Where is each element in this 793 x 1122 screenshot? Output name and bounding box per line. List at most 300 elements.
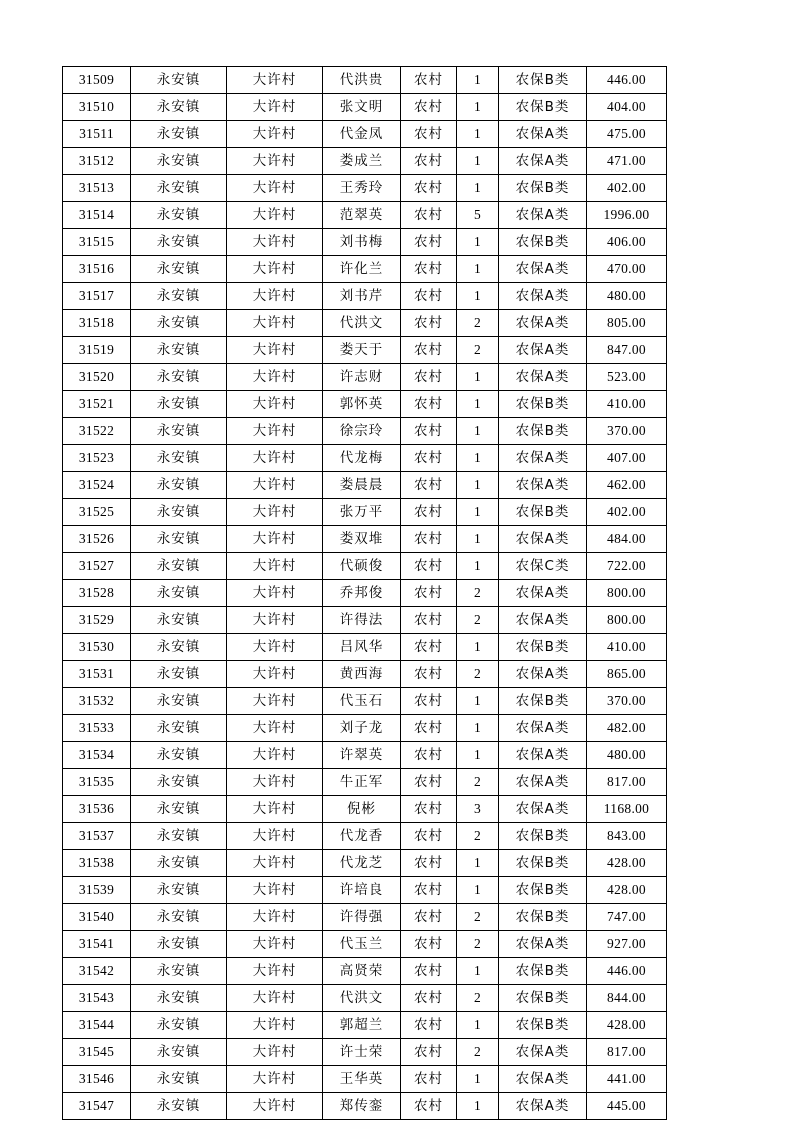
- table-row: [63, 1066, 667, 1093]
- table-cell: 1: [457, 1093, 499, 1120]
- table-cell: 永安镇: [131, 472, 227, 499]
- table-cell: 大许村: [227, 283, 323, 310]
- table-cell: 800.00: [587, 607, 667, 634]
- table-row: [63, 877, 667, 904]
- table-row: [63, 931, 667, 958]
- table-cell: 永安镇: [131, 526, 227, 553]
- table-cell: 代洪文: [323, 310, 401, 337]
- table-cell: 代龙香: [323, 823, 401, 850]
- table-cell: 大许村: [227, 904, 323, 931]
- table-row: [63, 769, 667, 796]
- table-cell: 446.00: [587, 67, 667, 94]
- table-cell: 农保B类: [499, 175, 587, 202]
- table-cell: 农保A类: [499, 1093, 587, 1120]
- table-cell: 农保A类: [499, 310, 587, 337]
- table-cell: 农保B类: [499, 391, 587, 418]
- table-cell: 农村: [401, 958, 457, 985]
- table-cell: 370.00: [587, 418, 667, 445]
- table-cell: 徐宗玲: [323, 418, 401, 445]
- table-cell: 农保A类: [499, 148, 587, 175]
- table-cell: 31545: [63, 1039, 131, 1066]
- table-cell: 农保A类: [499, 1039, 587, 1066]
- table-cell: 永安镇: [131, 580, 227, 607]
- table-cell: 大许村: [227, 823, 323, 850]
- table-cell: 大许村: [227, 229, 323, 256]
- table-cell: 张万平: [323, 499, 401, 526]
- table-cell: 农保B类: [499, 877, 587, 904]
- table-cell: 农保C类: [499, 553, 587, 580]
- table-cell: 843.00: [587, 823, 667, 850]
- table-cell: 31542: [63, 958, 131, 985]
- table-cell: 永安镇: [131, 850, 227, 877]
- table-cell: 31529: [63, 607, 131, 634]
- table-cell: 大许村: [227, 1093, 323, 1120]
- table-row: [63, 1093, 667, 1120]
- table-cell: 农村: [401, 472, 457, 499]
- table-cell: 农保B类: [499, 67, 587, 94]
- table-cell: 31526: [63, 526, 131, 553]
- table-cell: 农村: [401, 94, 457, 121]
- table-cell: 农村: [401, 202, 457, 229]
- table-cell: 大许村: [227, 175, 323, 202]
- table-cell: 805.00: [587, 310, 667, 337]
- table-cell: 刘书梅: [323, 229, 401, 256]
- table-cell: 农保B类: [499, 1012, 587, 1039]
- table-cell: 倪彬: [323, 796, 401, 823]
- table-cell: 大许村: [227, 1066, 323, 1093]
- table-cell: 郭怀英: [323, 391, 401, 418]
- table-cell: 代玉兰: [323, 931, 401, 958]
- table-cell: 代龙芝: [323, 850, 401, 877]
- table-cell: 523.00: [587, 364, 667, 391]
- table-cell: 农保A类: [499, 121, 587, 148]
- table-cell: 31528: [63, 580, 131, 607]
- table-cell: 大许村: [227, 877, 323, 904]
- table-cell: 462.00: [587, 472, 667, 499]
- table-cell: 农村: [401, 1093, 457, 1120]
- table-cell: 大许村: [227, 688, 323, 715]
- table-cell: 永安镇: [131, 229, 227, 256]
- table-cell: 2: [457, 580, 499, 607]
- table-cell: 农保A类: [499, 472, 587, 499]
- table-cell: 大许村: [227, 418, 323, 445]
- table-cell: 31519: [63, 337, 131, 364]
- table-cell: 大许村: [227, 715, 323, 742]
- table-cell: 817.00: [587, 1039, 667, 1066]
- table-cell: 31541: [63, 931, 131, 958]
- table-cell: 1: [457, 1066, 499, 1093]
- table-cell: 永安镇: [131, 904, 227, 931]
- table-cell: 农村: [401, 931, 457, 958]
- table-cell: 农村: [401, 553, 457, 580]
- table-cell: 404.00: [587, 94, 667, 121]
- table-cell: 1: [457, 877, 499, 904]
- table-row: [63, 67, 667, 94]
- table-cell: 张文明: [323, 94, 401, 121]
- table-cell: 1: [457, 364, 499, 391]
- table-row: [63, 445, 667, 472]
- table-cell: 428.00: [587, 1012, 667, 1039]
- table-row: [63, 499, 667, 526]
- table-cell: 永安镇: [131, 715, 227, 742]
- table-cell: 大许村: [227, 985, 323, 1012]
- table-cell: 31535: [63, 769, 131, 796]
- table-cell: 441.00: [587, 1066, 667, 1093]
- table-cell: 大许村: [227, 661, 323, 688]
- table-cell: 永安镇: [131, 175, 227, 202]
- table-cell: 永安镇: [131, 148, 227, 175]
- table-cell: 娄天于: [323, 337, 401, 364]
- table-cell: 农村: [401, 283, 457, 310]
- table-cell: 许翠英: [323, 742, 401, 769]
- table-cell: 高贤荣: [323, 958, 401, 985]
- table-cell: 娄晨晨: [323, 472, 401, 499]
- table-cell: 5: [457, 202, 499, 229]
- table-cell: 农村: [401, 823, 457, 850]
- table-cell: 大许村: [227, 742, 323, 769]
- table-cell: 大许村: [227, 499, 323, 526]
- table-cell: 农村: [401, 121, 457, 148]
- table-cell: 农保A类: [499, 1066, 587, 1093]
- table-cell: 农村: [401, 148, 457, 175]
- table-cell: 大许村: [227, 364, 323, 391]
- table-cell: 农保A类: [499, 661, 587, 688]
- table-cell: 31536: [63, 796, 131, 823]
- table-cell: 31521: [63, 391, 131, 418]
- table-cell: 407.00: [587, 445, 667, 472]
- table-cell: 大许村: [227, 634, 323, 661]
- table-cell: 代洪贵: [323, 67, 401, 94]
- table-cell: 31547: [63, 1093, 131, 1120]
- table-cell: 31540: [63, 904, 131, 931]
- table-cell: 402.00: [587, 175, 667, 202]
- table-cell: 31514: [63, 202, 131, 229]
- table-cell: 31515: [63, 229, 131, 256]
- table-cell: 1: [457, 229, 499, 256]
- table-cell: 1: [457, 1012, 499, 1039]
- table-cell: 永安镇: [131, 661, 227, 688]
- table-cell: 郭超兰: [323, 1012, 401, 1039]
- table-cell: 大许村: [227, 607, 323, 634]
- table-cell: 永安镇: [131, 688, 227, 715]
- table-cell: 2: [457, 985, 499, 1012]
- table-cell: 747.00: [587, 904, 667, 931]
- table-cell: 永安镇: [131, 985, 227, 1012]
- table-cell: 农村: [401, 175, 457, 202]
- table-cell: 永安镇: [131, 607, 227, 634]
- table-cell: 农保A类: [499, 607, 587, 634]
- table-cell: 847.00: [587, 337, 667, 364]
- table-cell: 480.00: [587, 742, 667, 769]
- table-cell: 农保B类: [499, 688, 587, 715]
- table-cell: 农保A类: [499, 715, 587, 742]
- table-cell: 永安镇: [131, 742, 227, 769]
- table-row: [63, 94, 667, 121]
- table-cell: 农保B类: [499, 904, 587, 931]
- table-cell: 大许村: [227, 580, 323, 607]
- table-row: [63, 958, 667, 985]
- table-cell: 484.00: [587, 526, 667, 553]
- table-cell: 1: [457, 283, 499, 310]
- table-row: [63, 472, 667, 499]
- table-cell: 范翠英: [323, 202, 401, 229]
- table-row: [63, 526, 667, 553]
- table-cell: 31530: [63, 634, 131, 661]
- table-cell: 永安镇: [131, 256, 227, 283]
- table-cell: 445.00: [587, 1093, 667, 1120]
- table-cell: 农保A类: [499, 256, 587, 283]
- table-cell: 大许村: [227, 850, 323, 877]
- table-cell: 许化兰: [323, 256, 401, 283]
- table-cell: 农保B类: [499, 94, 587, 121]
- table-cell: 农村: [401, 580, 457, 607]
- table-cell: 1: [457, 256, 499, 283]
- table-cell: 31524: [63, 472, 131, 499]
- table-cell: 娄成兰: [323, 148, 401, 175]
- table-cell: 农保A类: [499, 445, 587, 472]
- table-cell: 许士荣: [323, 1039, 401, 1066]
- table-cell: 农村: [401, 607, 457, 634]
- table-cell: 1168.00: [587, 796, 667, 823]
- table-cell: 农保A类: [499, 337, 587, 364]
- table-cell: 大许村: [227, 148, 323, 175]
- table-cell: 31538: [63, 850, 131, 877]
- table-row: [63, 391, 667, 418]
- table-cell: 470.00: [587, 256, 667, 283]
- table-cell: 31534: [63, 742, 131, 769]
- table-cell: 农保A类: [499, 769, 587, 796]
- table-cell: 大许村: [227, 391, 323, 418]
- table-cell: 农保A类: [499, 796, 587, 823]
- table-cell: 31532: [63, 688, 131, 715]
- table-row: [63, 742, 667, 769]
- table-row: [63, 364, 667, 391]
- table-cell: 31511: [63, 121, 131, 148]
- table-cell: 农村: [401, 715, 457, 742]
- table-row: [63, 121, 667, 148]
- table-row: [63, 256, 667, 283]
- table-cell: 农村: [401, 445, 457, 472]
- table-cell: 817.00: [587, 769, 667, 796]
- table-cell: 大许村: [227, 445, 323, 472]
- table-cell: 农村: [401, 418, 457, 445]
- table-cell: 大许村: [227, 796, 323, 823]
- table-cell: 永安镇: [131, 445, 227, 472]
- table-cell: 927.00: [587, 931, 667, 958]
- table-cell: 农村: [401, 904, 457, 931]
- table-cell: 2: [457, 823, 499, 850]
- table-row: [63, 175, 667, 202]
- table-cell: 大许村: [227, 337, 323, 364]
- table-cell: 428.00: [587, 877, 667, 904]
- table-cell: 2: [457, 1039, 499, 1066]
- table-cell: 大许村: [227, 472, 323, 499]
- table-cell: 农保A类: [499, 580, 587, 607]
- table-cell: 2: [457, 904, 499, 931]
- table-cell: 31531: [63, 661, 131, 688]
- table-cell: 471.00: [587, 148, 667, 175]
- table-body: [63, 67, 667, 1120]
- table-cell: 农保B类: [499, 985, 587, 1012]
- table-row: [63, 823, 667, 850]
- table-cell: 农村: [401, 1012, 457, 1039]
- table-cell: 永安镇: [131, 1012, 227, 1039]
- table-cell: 1: [457, 94, 499, 121]
- table-cell: 农保A类: [499, 526, 587, 553]
- table-cell: 永安镇: [131, 634, 227, 661]
- table-row: [63, 634, 667, 661]
- table-cell: 农保B类: [499, 823, 587, 850]
- table-cell: 农村: [401, 985, 457, 1012]
- table-cell: 1: [457, 850, 499, 877]
- table-cell: 永安镇: [131, 418, 227, 445]
- beneficiary-table: [62, 66, 667, 1120]
- table-cell: 1: [457, 445, 499, 472]
- table-row: [63, 580, 667, 607]
- table-cell: 722.00: [587, 553, 667, 580]
- table-cell: 844.00: [587, 985, 667, 1012]
- table-cell: 永安镇: [131, 67, 227, 94]
- table-row: [63, 904, 667, 931]
- table-cell: 2: [457, 769, 499, 796]
- table-row: [63, 688, 667, 715]
- table-cell: 农村: [401, 796, 457, 823]
- table-cell: 31512: [63, 148, 131, 175]
- table-cell: 大许村: [227, 1039, 323, 1066]
- table-cell: 代玉石: [323, 688, 401, 715]
- table-cell: 农保B类: [499, 850, 587, 877]
- table-cell: 410.00: [587, 634, 667, 661]
- table-cell: 1: [457, 148, 499, 175]
- table-cell: 永安镇: [131, 283, 227, 310]
- table-cell: 31517: [63, 283, 131, 310]
- table-cell: 2: [457, 661, 499, 688]
- table-cell: 1: [457, 391, 499, 418]
- table-cell: 406.00: [587, 229, 667, 256]
- table-cell: 大许村: [227, 121, 323, 148]
- table-row: [63, 661, 667, 688]
- table-cell: 永安镇: [131, 958, 227, 985]
- table-cell: 31513: [63, 175, 131, 202]
- table-cell: 农保A类: [499, 202, 587, 229]
- table-cell: 王秀玲: [323, 175, 401, 202]
- table-cell: 农保A类: [499, 283, 587, 310]
- table-cell: 永安镇: [131, 553, 227, 580]
- table-cell: 31546: [63, 1066, 131, 1093]
- table-cell: 农保B类: [499, 634, 587, 661]
- table-cell: 乔邦俊: [323, 580, 401, 607]
- table-cell: 农村: [401, 742, 457, 769]
- table-cell: 黄西海: [323, 661, 401, 688]
- table-cell: 1: [457, 418, 499, 445]
- table-cell: 娄双堆: [323, 526, 401, 553]
- table-cell: 农村: [401, 526, 457, 553]
- table-cell: 农村: [401, 634, 457, 661]
- table-cell: 800.00: [587, 580, 667, 607]
- table-cell: 郑传銮: [323, 1093, 401, 1120]
- table-cell: 许得法: [323, 607, 401, 634]
- table-cell: 许培良: [323, 877, 401, 904]
- table-cell: 2: [457, 607, 499, 634]
- table-cell: 大许村: [227, 769, 323, 796]
- table-cell: 永安镇: [131, 121, 227, 148]
- table-cell: 31544: [63, 1012, 131, 1039]
- table-cell: 475.00: [587, 121, 667, 148]
- table-cell: 永安镇: [131, 364, 227, 391]
- table-cell: 31543: [63, 985, 131, 1012]
- table-cell: 农村: [401, 67, 457, 94]
- table-cell: 永安镇: [131, 94, 227, 121]
- table-cell: 农保A类: [499, 364, 587, 391]
- table-cell: 31522: [63, 418, 131, 445]
- table-cell: 482.00: [587, 715, 667, 742]
- table-cell: 2: [457, 337, 499, 364]
- table-cell: 31533: [63, 715, 131, 742]
- table-cell: 2: [457, 310, 499, 337]
- table-cell: 1: [457, 553, 499, 580]
- table-cell: 大许村: [227, 931, 323, 958]
- table-cell: 1: [457, 634, 499, 661]
- table-cell: 农保B类: [499, 229, 587, 256]
- table-cell: 1: [457, 175, 499, 202]
- table-cell: 农村: [401, 1039, 457, 1066]
- table-row: [63, 850, 667, 877]
- table-cell: 31520: [63, 364, 131, 391]
- table-cell: 农保B类: [499, 499, 587, 526]
- table-cell: 农村: [401, 1066, 457, 1093]
- table-cell: 永安镇: [131, 796, 227, 823]
- table-cell: 许志财: [323, 364, 401, 391]
- table-cell: 2: [457, 931, 499, 958]
- table-cell: 31510: [63, 94, 131, 121]
- table-cell: 1: [457, 499, 499, 526]
- table-row: [63, 202, 667, 229]
- table-cell: 1: [457, 526, 499, 553]
- table-cell: 永安镇: [131, 931, 227, 958]
- table-cell: 大许村: [227, 310, 323, 337]
- table-cell: 农村: [401, 337, 457, 364]
- table-cell: 大许村: [227, 958, 323, 985]
- table-cell: 农村: [401, 688, 457, 715]
- table-cell: 农村: [401, 850, 457, 877]
- table-row: [63, 283, 667, 310]
- table-cell: 农村: [401, 769, 457, 796]
- table-cell: 1996.00: [587, 202, 667, 229]
- table-cell: 农村: [401, 310, 457, 337]
- table-row: [63, 985, 667, 1012]
- table-row: [63, 229, 667, 256]
- table-cell: 402.00: [587, 499, 667, 526]
- table-cell: 代硕俊: [323, 553, 401, 580]
- table-cell: 永安镇: [131, 337, 227, 364]
- table-cell: 农村: [401, 256, 457, 283]
- table-cell: 永安镇: [131, 877, 227, 904]
- table-cell: 牛正军: [323, 769, 401, 796]
- table-cell: 31527: [63, 553, 131, 580]
- table-cell: 大许村: [227, 67, 323, 94]
- table-cell: 1: [457, 67, 499, 94]
- table-cell: 1: [457, 742, 499, 769]
- table-cell: 31516: [63, 256, 131, 283]
- table-cell: 永安镇: [131, 391, 227, 418]
- table-cell: 永安镇: [131, 1066, 227, 1093]
- table-row: [63, 148, 667, 175]
- table-cell: 代龙梅: [323, 445, 401, 472]
- table-cell: 865.00: [587, 661, 667, 688]
- table-cell: 农保A类: [499, 931, 587, 958]
- table-cell: 农村: [401, 499, 457, 526]
- table-cell: 农保A类: [499, 742, 587, 769]
